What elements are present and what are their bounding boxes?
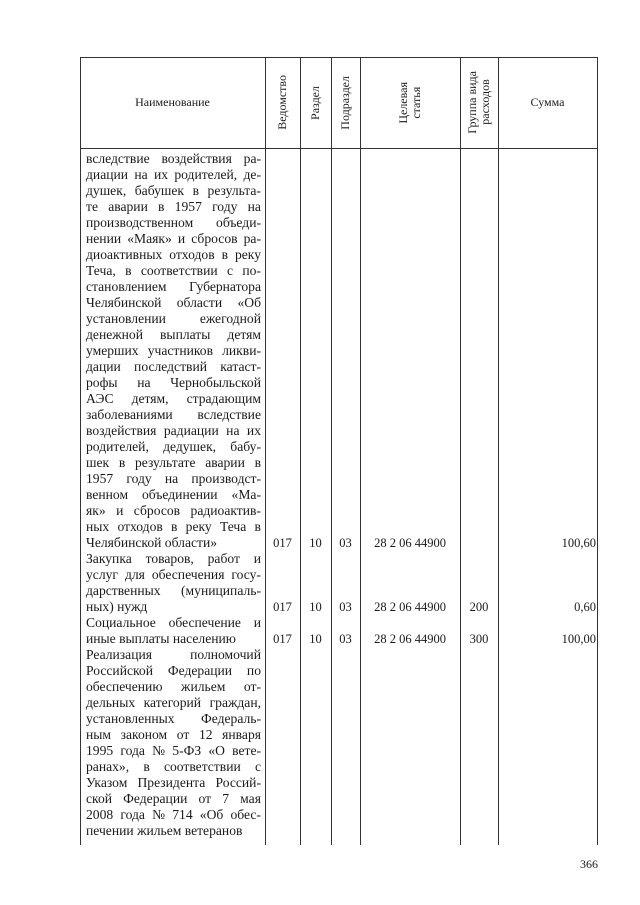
row-text-line: як» и сбросов радиоактив-: [86, 503, 261, 518]
row-text-line: иные выплаты населению: [86, 631, 236, 646]
row-text-line: венном объединении «Ма-: [86, 487, 261, 502]
row-text-line: денежной выплаты детям: [86, 327, 261, 342]
cell-summa: 100,00: [561, 632, 596, 646]
header-vedomstvo: Ведомство: [275, 75, 289, 130]
row-text-line: дации последствий катаст-: [86, 359, 261, 374]
budget-table: [80, 57, 598, 845]
cell-celevaya: 28 2 06 44900: [374, 632, 446, 646]
row-text-line: ных) нужд: [86, 599, 148, 614]
row-text-line: ных отходов в реку Теча в: [86, 519, 261, 534]
header-razdel: Раздел: [308, 85, 322, 120]
row-text-line: Челябинской области»: [86, 535, 218, 550]
row-text-line: диоактивных отходов в реку: [86, 247, 261, 262]
cell-gruppa: 300: [469, 632, 489, 646]
column-divider: [331, 57, 332, 845]
row-text-line: рофы на Чернобыльской: [86, 375, 261, 390]
row-text-line: Закупка товаров, работ и: [86, 551, 261, 566]
row-text-line: становлением Губернатора: [86, 279, 261, 294]
cell-vedomstvo: 017: [273, 536, 292, 550]
row-text-line: ской Федерации от 7 мая: [86, 791, 261, 806]
column-divider: [360, 57, 361, 845]
row-text-line: душек, бабушек в результа-: [86, 183, 261, 198]
row-text-line: ранах», в соответствии с: [86, 759, 261, 774]
row-text-line: вследствие воздействия ра-: [86, 151, 261, 166]
cell-podrazdel: 03: [339, 632, 352, 646]
cell-summa: 0,60: [574, 600, 596, 614]
column-divider: [300, 57, 301, 845]
header-summa: Сумма: [530, 95, 565, 109]
row-text-line: Челябинской области «Об: [86, 295, 261, 310]
cell-summa: 100,60: [561, 536, 596, 550]
row-text-line: установлении ежегодной: [86, 311, 261, 326]
row-text-line: производственном объеди-: [86, 215, 261, 230]
cell-celevaya: 28 2 06 44900: [374, 600, 446, 614]
cell-razdel: 10: [309, 536, 322, 550]
row-text-line: Указом Президента Россий-: [86, 775, 261, 790]
row-text-line: 1957 году на производст-: [86, 471, 261, 486]
header-gruppa-vida-rashodov: Группа вида расходов: [465, 71, 492, 134]
row-text-line: печении жильем ветеранов: [86, 823, 243, 838]
column-divider: [498, 57, 499, 845]
row-text-line: умерших участников ликви-: [86, 343, 261, 358]
row-text-line: Российской Федерации по: [86, 663, 261, 678]
cell-gruppa: 200: [469, 600, 489, 614]
row-text-line: обеспечению жильем от-: [86, 679, 261, 694]
cell-podrazdel: 03: [339, 600, 352, 614]
row-text-line: Реализация полномочий: [86, 647, 261, 662]
header-name: Наименование: [135, 95, 210, 109]
column-divider: [460, 57, 461, 845]
page-number: 366: [580, 857, 598, 871]
cell-vedomstvo: 017: [273, 600, 292, 614]
row-text-line: родителей, дедушек, бабу-: [86, 439, 261, 454]
row-text-line: услуг для обеспечения госу-: [86, 567, 261, 582]
cell-razdel: 10: [309, 632, 322, 646]
header-divider: [80, 148, 598, 149]
cell-vedomstvo: 017: [273, 632, 292, 646]
row-text-line: диации на их родителей, де-: [86, 167, 261, 182]
row-text-line: воздействия радиации на их: [86, 423, 261, 438]
row-text-line: 1995 года № 5-ФЗ «О вете-: [86, 743, 261, 758]
row-text-line: 2008 года № 714 «Об обес-: [86, 807, 261, 822]
row-text-line: заболеваниями вследствие: [86, 407, 261, 422]
row-text-line: те аварии в 1957 году на: [86, 199, 261, 214]
table-border-left: [80, 57, 81, 845]
row-text-line: ным законом от 12 января: [86, 727, 261, 742]
row-text-line: шек в результате аварии в: [86, 455, 261, 470]
row-text-line: Социальное обеспечение и: [86, 615, 261, 630]
row-text-line: нении «Маяк» и сбросов ра-: [86, 231, 261, 246]
row-text-line: установленных Федераль-: [86, 711, 261, 726]
row-text-line: Теча, в соответствии с по-: [86, 263, 261, 278]
header-podrazdel: Подраздел: [338, 75, 352, 130]
cell-podrazdel: 03: [339, 536, 352, 550]
row-text-line: дарственных (муниципаль-: [86, 583, 261, 598]
row-text-line: дельных категорий граждан,: [86, 695, 261, 710]
column-divider: [265, 57, 266, 845]
row-text-line: АЭС детям, страдающим: [86, 391, 261, 406]
cell-razdel: 10: [309, 600, 322, 614]
table-border-right: [597, 57, 598, 845]
header-celevaya-statya: Целевая статья: [396, 81, 423, 124]
cell-celevaya: 28 2 06 44900: [374, 536, 446, 550]
